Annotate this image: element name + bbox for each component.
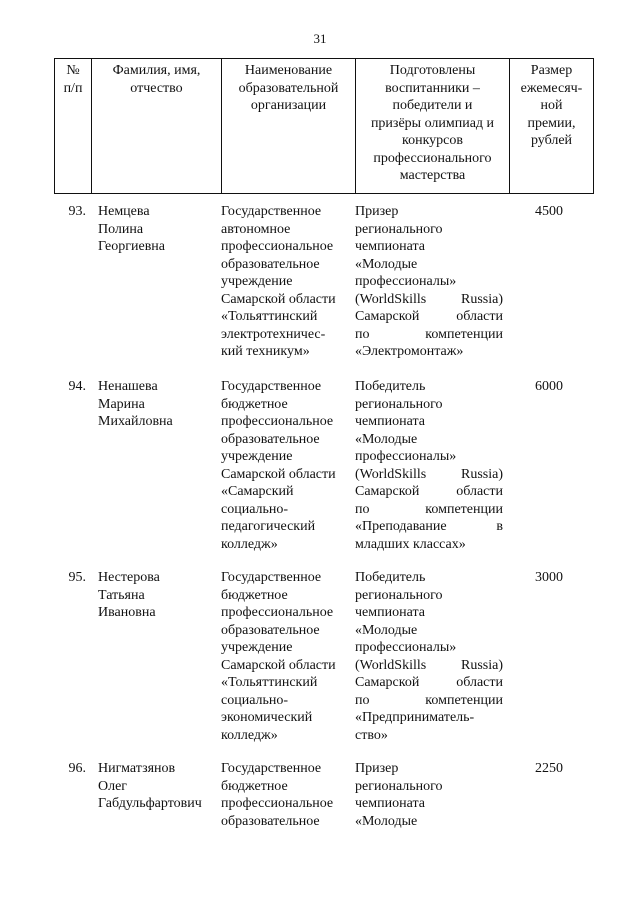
achievement: Победитель регионального чемпионата «Молодые профессионалы» (WorldSkills Russia) Самарской области по компетенции «Преподавание в младших классах» xyxy=(355,379,503,552)
person-name: Ненашева Марина Михайловна xyxy=(98,379,173,429)
prize-amount: 6000 xyxy=(535,379,563,394)
organization: Государственное бюджетное профессиональное образовательное учреждение Самарской области «Самарский социально- педагогический колледж» xyxy=(221,379,336,552)
row-number: 96. xyxy=(68,761,86,776)
organization: Государственное бюджетное профессиональное образовательное учреждение Самарской области «Тольяттинский социально- экономический колледж» xyxy=(221,570,336,743)
achievement: Призер регионального чемпионата «Молодые профессионалы» (WorldSkills Russia) Самарской области по компетенции «Электромонтаж» xyxy=(355,204,503,359)
table-header xyxy=(54,58,594,194)
header-num: № п/п xyxy=(55,59,92,194)
achievement: Призер регионального чемпионата «Молодые xyxy=(355,761,443,829)
page-number: 31 xyxy=(313,31,327,46)
organization: Государственное бюджетное профессиональное образовательное xyxy=(221,761,334,829)
row-number: 95. xyxy=(68,570,86,585)
person-name: Нестерова Татьяна Ивановна xyxy=(98,570,160,620)
header-prize: Размер ежемесяч- ной премии, рублей xyxy=(510,59,594,194)
header-org: Наименование образовательной организации xyxy=(222,59,356,194)
header-achievement: Подготовлены воспитанники – победители и призёры олимпиад и конкурсов профессионального мастерства xyxy=(356,59,510,194)
header-name: Фамилия, имя, отчество xyxy=(92,59,222,194)
prize-amount: 2250 xyxy=(535,761,563,776)
row-number: 93. xyxy=(68,204,86,219)
prize-amount: 3000 xyxy=(535,570,563,585)
prize-amount: 4500 xyxy=(535,204,563,219)
person-name: Немцева Полина Георгиевна xyxy=(98,204,166,254)
organization: Государственное автономное профессиональное образовательное учреждение Самарской области «Тольяттинский электротехничес- кий техникум» xyxy=(221,204,336,359)
row-number: 94. xyxy=(68,379,86,394)
person-name: Нигматзянов Олег Габдульфартович xyxy=(98,761,202,811)
achievement: Победитель регионального чемпионата «Молодые профессионалы» (WorldSkills Russia) Самарской области по компетенции «Предприниматель- ство» xyxy=(355,570,503,743)
